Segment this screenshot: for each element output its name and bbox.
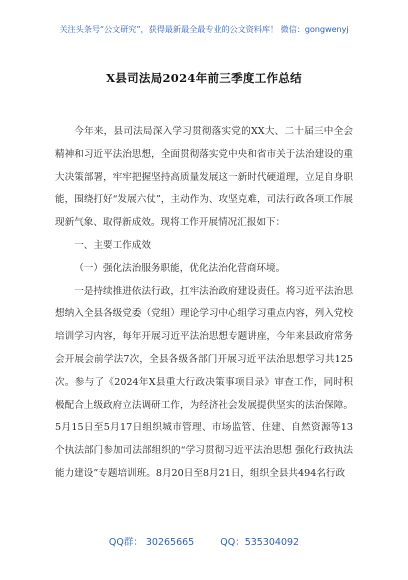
qq-group-number: QQ群： 30265665 xyxy=(108,537,195,548)
subsection-heading: （一）强化法治服务职能，优化法治化营商环境。 xyxy=(74,262,286,274)
intro-paragraph: 今年来，县司法局深入学习贯彻落实党的XX大、二十届三中全会精神和习近平法治思想，全面贯彻落实党中央和省市关于法治建设的重大决策部署，牢牢把握坚持高质量发展这一新时代硬道理，立足自身职能，围绕打好“发展六仗”，主动作为、攻坚克难，司法行政各项工作展现新气象、取得新成效。现将工作开展情况汇报如下： xyxy=(55,126,353,229)
section-heading: 一、主要工作成效 xyxy=(74,239,151,251)
header-banner: 关注头条号“公文研究”，获得最新最全最专业的公文资料库！ 微信：gongwenyj xyxy=(59,24,349,34)
qq-number: QQ：535304092 xyxy=(220,537,300,548)
document-title: X县司法局2024年前三季度工作总结 xyxy=(106,71,302,85)
footer-contact xyxy=(0,534,408,548)
body-paragraph: 一是持续推进依法行政，扛牢法治政府建设责任。将习近平法治思想纳入全县各级党委（党组）理论学习中心组学习重点内容，列入党校培训学习内容，每年开展习近平法治思想专题讲座，今年来县政府常务会开展会前学法7次，全县各级各部门开展习近平法治思想学习共125次。参与了《2024年X县重大行政决策事项目录》审查工作，同时积极配合上级政府立法调研工作，为经济社会发展提供坚实的法治保障。5月15日至5月17日组织城市管理、市场监管、住建、自然资源等13个执法部门参加司法部组织的“学习贯彻习近平法治思想 强化行政执法能力建设”专题培训班。8月20日至8月21日，组织全县共494名行政 xyxy=(55,285,353,479)
document-body xyxy=(55,121,353,486)
